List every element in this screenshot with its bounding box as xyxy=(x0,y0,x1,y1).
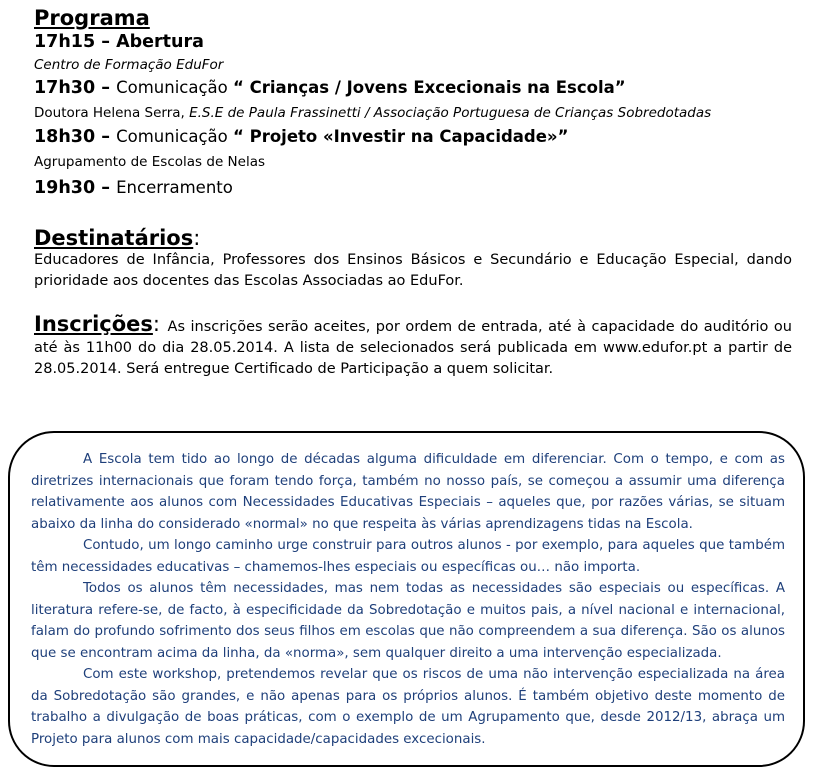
programa-prefix: Comunicação xyxy=(116,127,234,146)
inscricoes-paragraph xyxy=(34,312,792,380)
inscricoes-heading: Inscrições xyxy=(34,312,153,336)
programa-separator: – xyxy=(95,78,117,98)
programa-location: Centro de Formação EduFor xyxy=(34,57,224,73)
destinatarios-heading-line xyxy=(34,226,200,250)
intro-paragraph: Com este workshop, pretendemos revelar que os riscos de uma não intervenção especializada na área da Sobredotação são grandes, e não apenas para os próprios alunos. É também objetivo deste momento de trabalho a divulgação de boas práticas, com o exemplo de um Agrupamento que, desde 2012/13, abraça um Projeto para alunos com mais capacidade/capacidades excecionais. xyxy=(31,667,785,747)
inscricoes-colon: : xyxy=(152,312,168,336)
programa-time: 19h30 xyxy=(34,178,96,198)
programa-speaker-line xyxy=(34,105,711,121)
programa-title: Programa xyxy=(34,6,150,30)
programa-speaker: Doutora Helena Serra, xyxy=(34,105,190,121)
programa-prefix: Comunicação xyxy=(116,78,234,97)
programa-label: Abertura xyxy=(116,32,204,52)
destinatarios-body: Educadores de Infância, Professores dos Ensinos Básicos e Secundário e Educação Especial, dando prioridade aos docentes das Escolas Associadas ao EduFor. xyxy=(34,252,792,289)
destinatarios-heading: Destinatários xyxy=(34,226,194,250)
programa-label: “ Crianças / Jovens Excecionais na Escola” xyxy=(233,78,626,97)
programa-item-comunicacao-2 xyxy=(34,127,568,147)
programa-label: “ Projeto «Investir na Capacidade»” xyxy=(233,127,569,146)
programa-prefix: Encerramento xyxy=(116,178,233,197)
programa-separator: – xyxy=(95,32,117,52)
programa-item-comunicacao-1 xyxy=(34,78,626,98)
programa-item-encerramento xyxy=(34,178,233,198)
programa-separator: – xyxy=(95,178,117,198)
programa-separator: – xyxy=(95,127,117,147)
intro-paragraph: Contudo, um longo caminho urge construir para outros alunos - por exemplo, para aqueles que também têm necessidades educativas – chamemos-lhes especiais ou específicas ou… não importa. xyxy=(31,538,785,575)
inscricoes-body: As inscrições serão aceites, por ordem de entrada, até à capacidade do auditório ou até às 11h00 do dia 28.05.2014. A lista de selecionados será publicada em www.edufor.pt a partir de 28.05.2014. Será entregue Certificado de Participação a quem solicitar. xyxy=(34,319,792,377)
programa-affiliation: E.S.E de Paula Frassinetti / Associação Portuguesa de Crianças Sobredotadas xyxy=(189,105,712,121)
intro-paragraph: Todos os alunos têm necessidades, mas nem todas as necessidades são especiais ou específicas. A literatura refere-se, de facto, à especificidade da Sobredotação e muitos pais, a nível nacional e internacional, falam do profundo sofrimento dos seus filhos em escolas que não compreendem a sua diferença. São os alunos que se encontram acima da linha, da «norma», sem qualquer direito a uma intervenção especializada. xyxy=(31,581,785,661)
programa-time: 17h15 xyxy=(34,32,96,52)
programa-item-abertura xyxy=(34,32,204,52)
destinatarios-colon: : xyxy=(193,226,201,250)
intro-text xyxy=(31,449,785,750)
programa-time: 18h30 xyxy=(34,127,96,147)
intro-paragraph: A Escola tem tido ao longo de décadas alguma dificuldade em diferenciar. Com o tempo, e com as diretrizes internacionais que foram tendo força, também no nosso país, se começou a assumir uma diferença relativamente aos alunos com Necessidades Educativas Especiais – aqueles que, por razões várias, se situam abaixo da linha do considerado «normal» no que respeita às várias aprendizagens tidas na Escola. xyxy=(31,452,785,532)
programa-time: 17h30 xyxy=(34,78,96,98)
programa-speaker: Agrupamento de Escolas de Nelas xyxy=(34,154,265,170)
